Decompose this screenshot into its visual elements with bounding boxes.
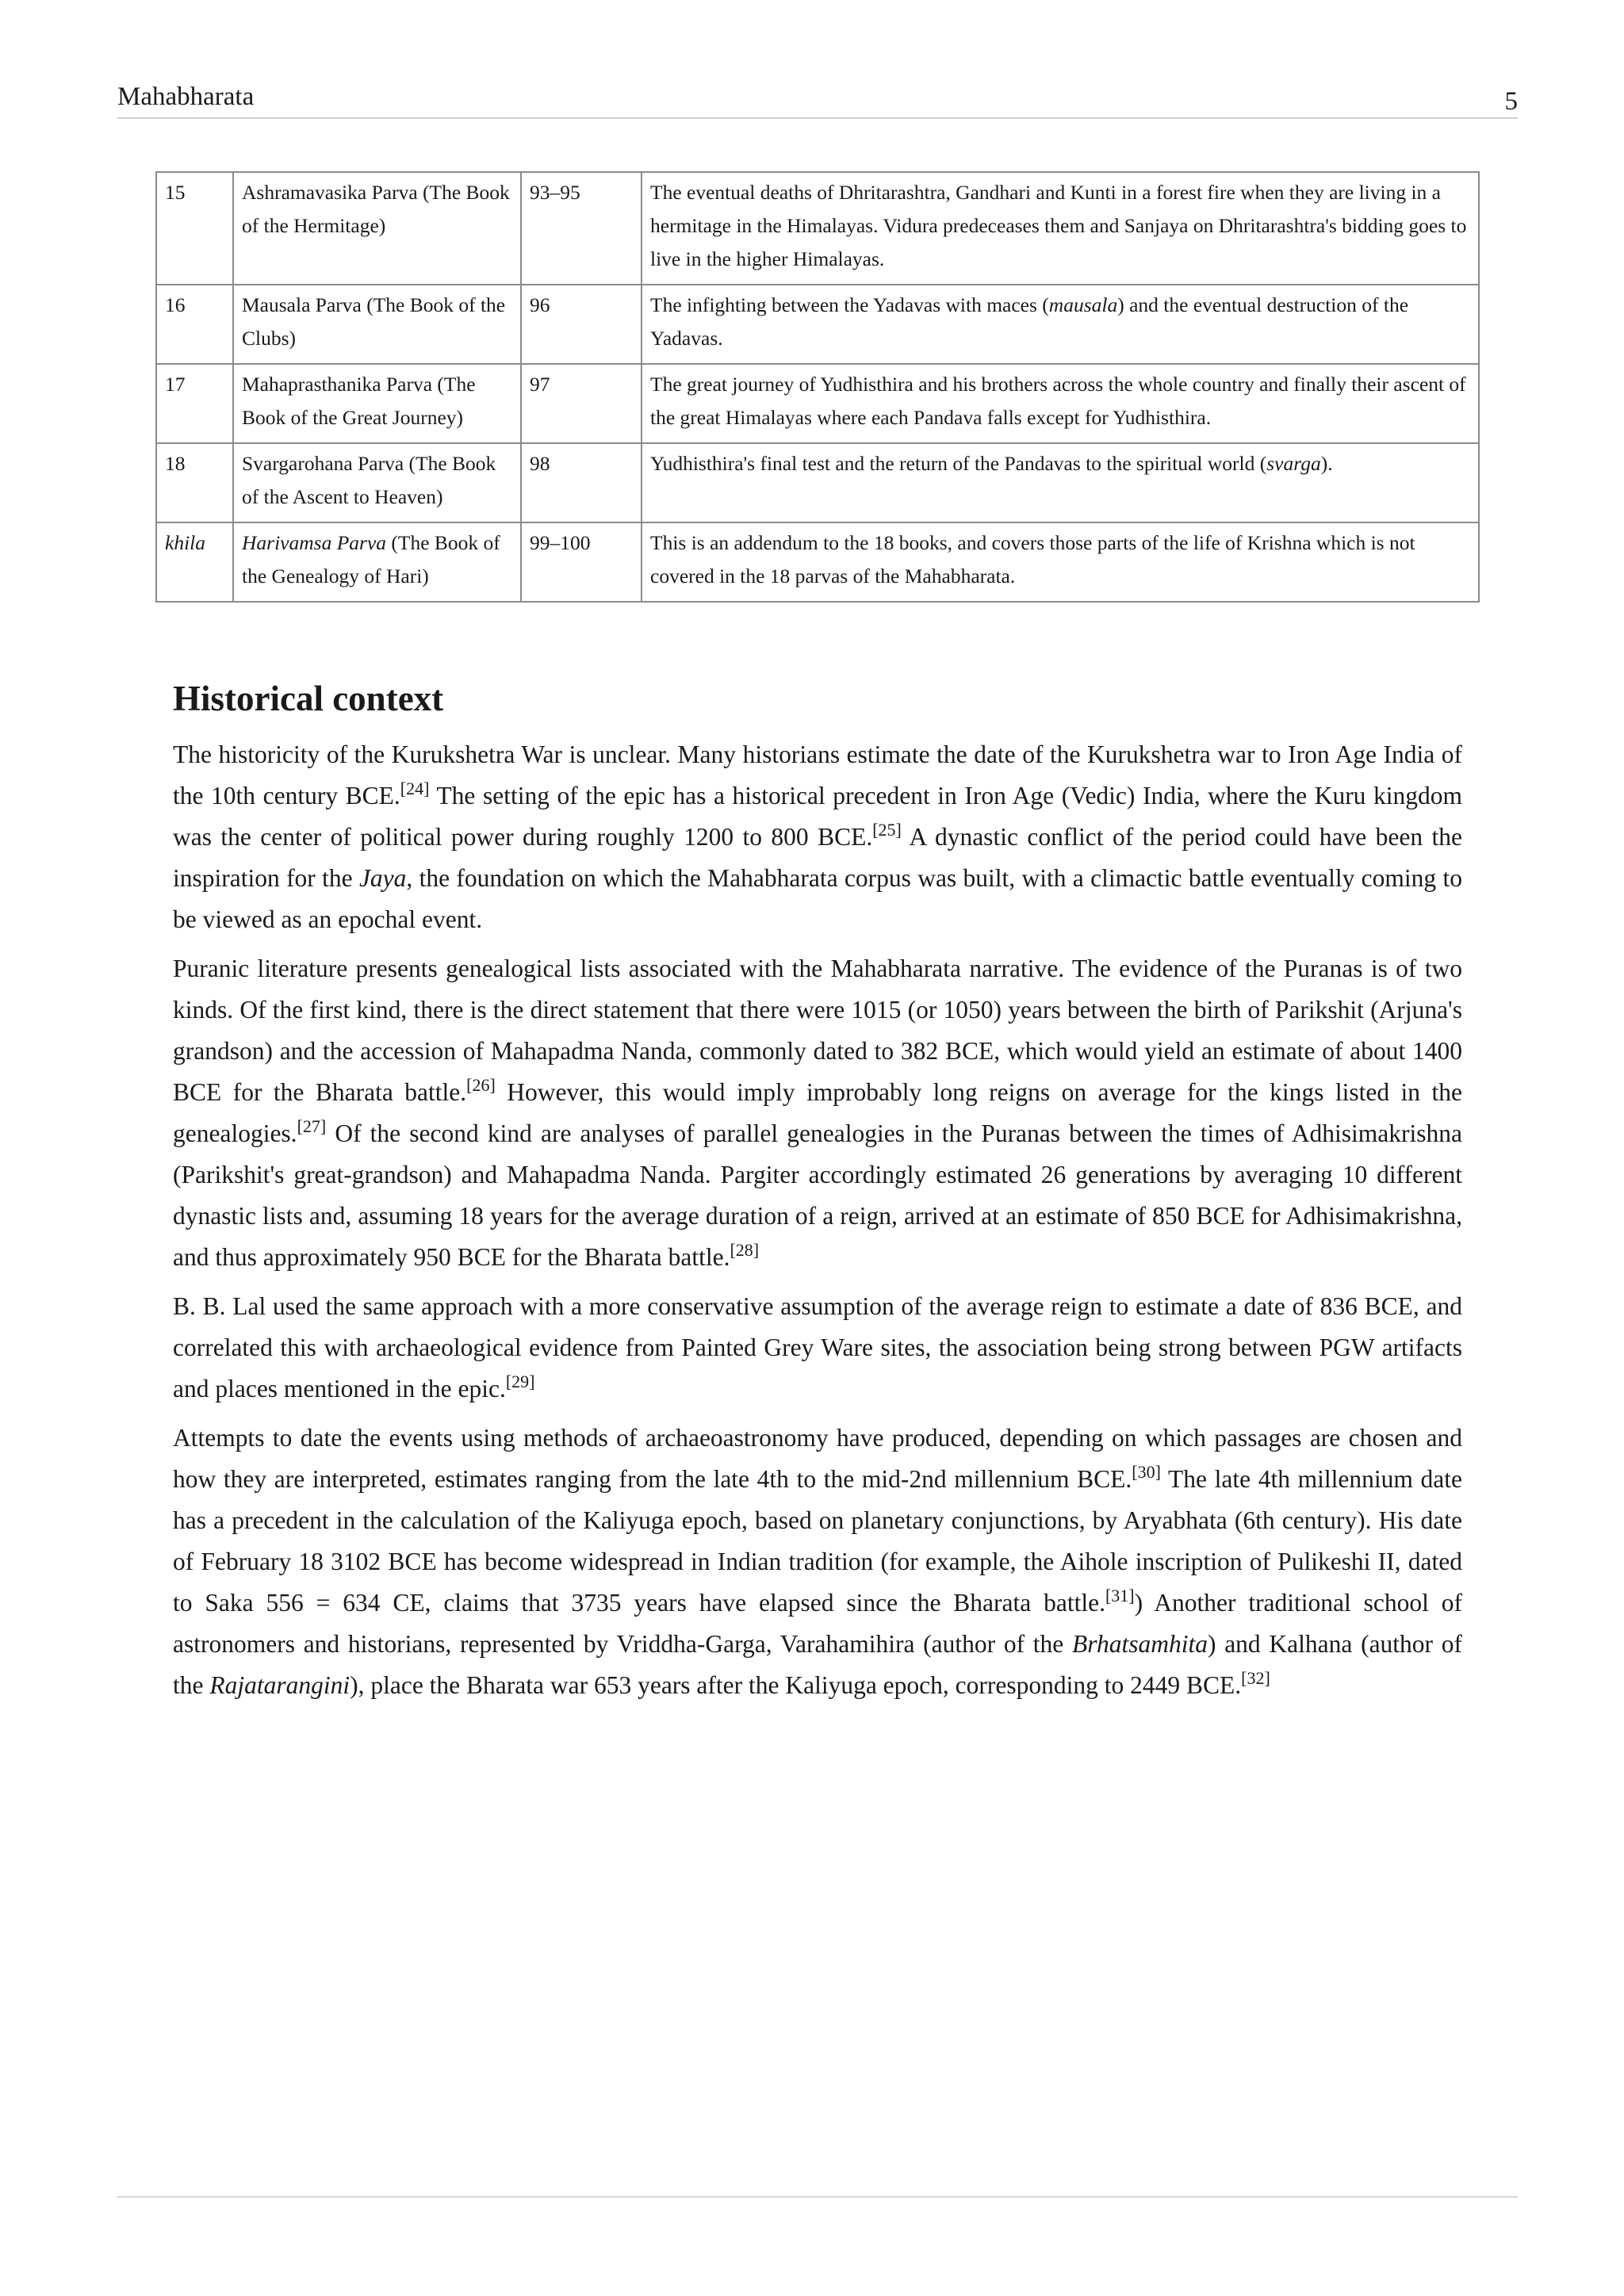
table-row [156,364,1479,443]
parva-description: This is an addendum to the 18 books, and covers those parts of the life of Krishna which is not covered in the 18 parvas of the Mahabharata. [642,522,1479,602]
citation-link[interactable]: [28] [730,1240,760,1260]
citation-link[interactable]: [30] [1132,1462,1161,1482]
section-heading: Historical context [173,679,444,718]
citation-link[interactable]: [24] [400,779,430,798]
footer-divider [117,2196,1518,2198]
parva-description: The infighting between the Yadavas with maces (mausala) and the eventual destruction of the Yadavas. [642,285,1479,364]
parva-description: The great journey of Yudhisthira and his brothers across the whole country and finally their ascent of the great Himalayas where each Pandava falls except for Yudhisthira. [642,364,1479,443]
parva-number: 18 [156,443,233,522]
running-title: Mahabharata [117,82,255,111]
parva-name: Svargarohana Parva (The Book of the Ascent to Heaven) [233,443,521,522]
citation-link[interactable]: [29] [505,1372,535,1391]
parva-number: 16 [156,285,233,364]
citation-link[interactable]: [32] [1241,1668,1270,1688]
table-row [156,443,1479,522]
parva-chapters: 93–95 [521,172,642,285]
paragraph: Puranic literature presents genealogical lists associated with the Mahabharata narrative. The evidence of the Puranas is of two kinds. Of the first kind, there is the direct statement that there were 1015 (or 1050) years between the birth of Parikshit (Arjuna's grandson) and the accession of Mahapadma Nanda, commonly dated to 382 BCE, which would yield an estimate of about 1400 BCE for the Bharata battle.[26] However, this would imply improbably long reigns on average for the kings listed in the genealogies.[27] Of the second kind are analyses of parallel genealogies in the Puranas between the times of Adhisimakrishna (Parikshit's great-grandson) and Mahapadma Nanda. Pargiter accordingly estimated 26 generations by averaging 10 different dynastic lists and, assuming 18 years for the average duration of a reign, arrived at an estimate of 850 BCE for Adhisimakrishna, and thus approximately 950 BCE for the Bharata battle.[28] [173,955,1462,1271]
parva-description: Yudhisthira's final test and the return of the Pandavas to the spiritual world (svarga). [642,443,1479,522]
citation-link[interactable]: [25] [872,820,902,840]
parva-chapters: 97 [521,364,642,443]
parva-name: Mahaprasthanika Parva (The Book of the Great Journey) [233,364,521,443]
parva-number: khila [156,522,233,602]
parva-name: Ashramavasika Parva (The Book of the Hermitage) [233,172,521,285]
parva-chapters: 98 [521,443,642,522]
parva-name: Mausala Parva (The Book of the Clubs) [233,285,521,364]
table-row [156,522,1479,602]
page-number: 5 [1504,87,1518,116]
paragraph: B. B. Lal used the same approach with a more conservative assumption of the average reign to estimate a date of 836 BCE, and correlated this with archaeological evidence from Painted Grey Ware sites, the association being strong between PGW artifacts and places mentioned in the epic.[29] [173,1292,1462,1402]
parva-number: 17 [156,364,233,443]
paragraph: The historicity of the Kurukshetra War is unclear. Many historians estimate the date of the Kurukshetra war to Iron Age India of the 10th century BCE.[24] The setting of the epic has a historical precedent in Iron Age (Vedic) India, where the Kuru kingdom was the center of political power during roughly 1200 to 800 BCE.[25] A dynastic conflict of the period could have been the inspiration for the Jaya, the foundation on which the Mahabharata corpus was built, with a climactic battle eventually coming to be viewed as an epochal event. [173,740,1463,933]
parva-chapters: 99–100 [521,522,642,602]
parva-name: Harivamsa Parva (The Book of the Genealogy of Hari) [233,522,521,602]
parva-chapters: 96 [521,285,642,364]
paragraph: Attempts to date the events using methods of archaeoastronomy have produced, depending on which passages are chosen and how they are interpreted, estimates ranging from the late 4th to the mid-2nd millennium BCE.[30] The late 4th millennium date has a precedent in the calculation of the Kaliyuga epoch, based on planetary conjunctions, by Aryabhata (6th century). His date of February 18 3102 BCE has become widespread in Indian tradition (for example, the Aihole inscription of Pulikeshi II, dated to Saka 556 = 634 CE, claims that 3735 years have elapsed since the Bharata battle.[31]) Another traditional school of astronomers and historians, represented by Vriddha-Garga, Varahamihira (author of the Brhatsamhita) and Kalhana (author of the Rajatarangini), place the Bharata war 653 years after the Kaliyuga epoch, corresponding to 2449 BCE.[32] [173,1424,1463,1699]
citation-link[interactable]: [27] [297,1116,327,1136]
parva-number: 15 [156,172,233,285]
parva-description: The eventual deaths of Dhritarashtra, Gandhari and Kunti in a forest fire when they are living in a hermitage in the Himalayas. Vidura predeceases them and Sanjaya on Dhritarashtra's bidding goes to live in the higher Himalayas. [642,172,1479,285]
citation-link[interactable]: [26] [466,1075,496,1095]
page-header [117,79,1518,119]
table-row [156,285,1479,364]
citation-link[interactable]: [31] [1105,1586,1135,1605]
table-row [156,172,1479,285]
parva-table [155,171,1480,603]
historical-context-section [173,671,1462,1714]
